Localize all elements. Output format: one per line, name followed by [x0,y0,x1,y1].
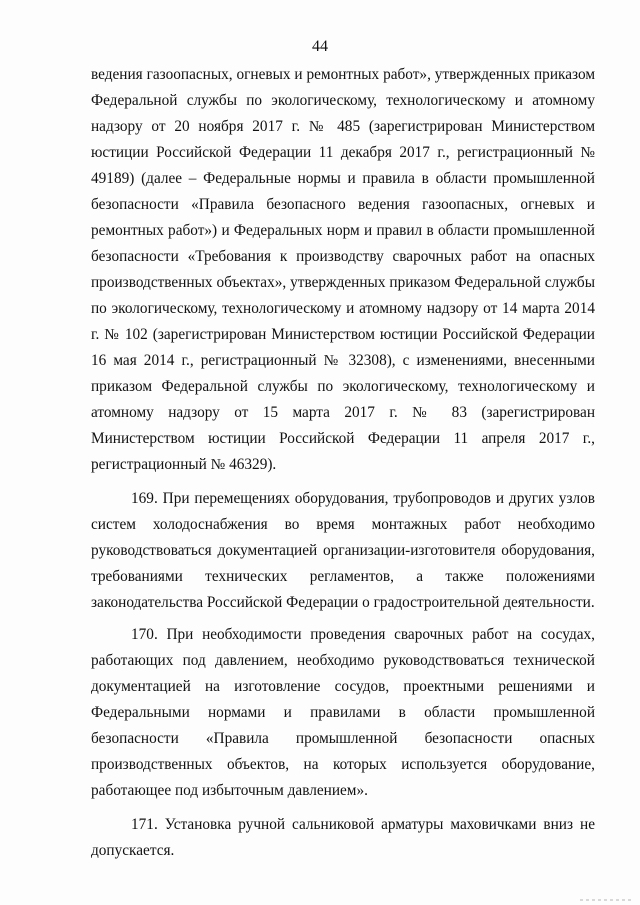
scan-artifact [580,899,634,901]
document-body [91,62,595,864]
paragraph-continuation: ведения газоопасных, огневых и ремонтных работ», утвержденных приказом Федеральной службы по экологическому, технологическому и атомному надзору от 20 ноября 2017 г. № 485 (зарегистрирован Министерством юстиции Российской Федерации 11 декабря 2017 г., регистрационный № 49189) (далее – Федеральные нормы и правила в области промышленной безопасности «Правила безопасного ведения газоопасных, огневых и ремонтных работ») и Федеральных норм и правил в области промышленной безопасности «Требования к производству сварочных работ на опасных производственных объектах», утвержденных приказом Федеральной службы по экологическому, технологическому и атомному надзору от 14 марта 2014 г. № 102 (зарегистрирован Министерством юстиции Российской Федерации 16 мая 2014 г., регистрационный № 32308), с изменениями, внесенными приказом Федеральной службы по экологическому, технологическому и атомному надзору от 15 марта 2017 г. № 83 (зарегистрирован Министерством юстиции Российской Федерации 11 апреля 2017 г., регистрационный № 46329). [91,66,595,473]
paragraph-169: 169. При перемещениях оборудования, трубопроводов и других узлов систем холодоснабжения во время монтажных работ необходимо руководствоваться документацией организации-изготовителя оборудования, требованиями технических регламентов, а также положениями законодательства Российской Федерации о градостроительной деятельности. [91,490,595,611]
page-number: 44 [312,38,328,55]
paragraph-170: 170. При необходимости проведения сварочных работ на сосудах, работающих под давлением, необходимо руководствоваться технической документацией на изготовление сосудов, проектными решениями и Федеральными нормами и правилами в области промышленной безопасности «Правила промышленной безопасности опасных производственных объектов, на которых используется оборудование, работающее под избыточным давлением». [91,626,595,799]
paragraph-171: 171. Установка ручной сальниковой арматуры маховичками вниз не допускается. [91,816,595,859]
